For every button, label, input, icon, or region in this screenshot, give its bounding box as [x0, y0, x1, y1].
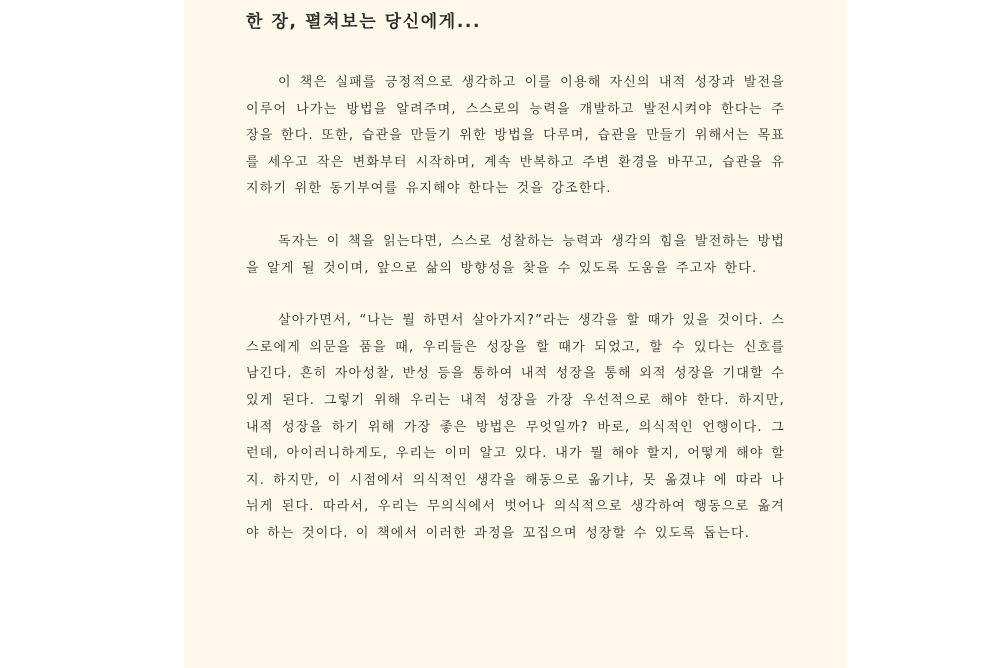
- page-title: 한 장, 펼쳐보는 당신에게...: [246, 12, 482, 32]
- paragraph: 독자는 이 책을 읽는다면, 스스로 성찰하는 능력과 생각의 힘을 발전하는 방법을 알게 될 것이며, 앞으로 삶의 방향성을 찾을 수 있도록 도움을 주고자 한다.: [246, 233, 785, 276]
- document-page: [184, 0, 847, 668]
- paragraph: 살아가면서, “나는 뭘 하면서 살아가지?”라는 생각을 할 때가 있을 것이다. 스스로에게 의문을 품을 때, 우리들은 성장을 할 때가 되었고, 할 수 있다는 신호를 남긴다. 흔히 자아성찰, 반성 등을 통하여 내적 성장을 통해 외적 성장을 기대할 수 있게 된다. 그렇기 위해 우리는 내적 성장을 가장 우선적으로 해야 한다. 하지만, 내적 성장을 하기 위해 가장 좋은 방법은 무엇일까? 바로, 의식적인 언행이다. 그런데, 아이러니하게도, 우리는 이미 알고 있다. 내가 뭘 해야 할지, 어떻게 해야 할지. 하지만, 이 시점에서 의식적인 생각을 해동으로 옮기냐, 못 옮겼냐 에 따라 나뉘게 된다. 따라서, 우리는 무의식에서 벗어나 의식적으로 생각하여 행동으로 옮겨야 하는 것이다. 이 책에서 이러한 과정을 꼬집으며 성장할 수 있도록 돕는다.: [246, 313, 785, 541]
- body-text: [246, 70, 785, 548]
- paragraph: 이 책은 실패를 긍정적으로 생각하고 이를 이용해 자신의 내적 성장과 발전을 이루어 나가는 방법을 알려주며, 스스로의 능력을 개발하고 발전시켜야 한다는 주장을 한다. 또한, 습관을 만들기 위한 방법을 다루며, 습관을 만들기 위해서는 목표를 세우고 작은 변화부터 시작하며, 계속 반복하고 주변 환경을 바꾸고, 습관을 유지하기 위한 동기부여를 유지해야 한다는 것을 강조한다.: [246, 75, 785, 197]
